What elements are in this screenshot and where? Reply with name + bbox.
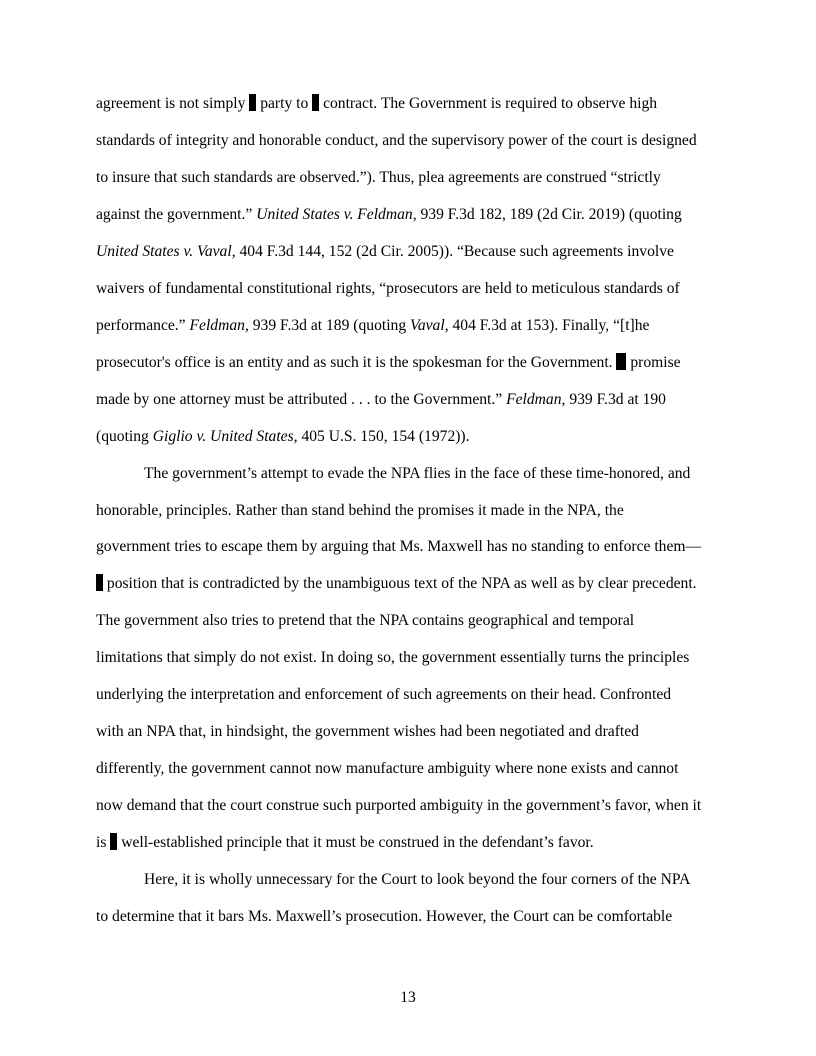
text-line <box>96 796 736 816</box>
text-segment: limitations that simply do not exist. In doing so, the government essentially turns the principles <box>96 649 690 667</box>
text-line <box>96 833 736 853</box>
text-segment: waivers of fundamental constitutional rights, “prosecutors are held to meticulous standards of <box>96 279 680 297</box>
text-segment: now demand that the court construe such purported ambiguity in the government’s favor, when it <box>96 797 702 815</box>
text-segment: well-established principle that it must be construed in the defendant’s favor. <box>117 834 594 851</box>
text-segment: standards of integrity and honorable conduct, and the supervisory power of the court is designed <box>96 131 697 149</box>
text-line <box>96 94 736 114</box>
case-citation: United States v. Feldman, <box>256 205 417 223</box>
text-segment: to insure that such standards are observed.”). Thus, plea agreements are construed “strictly <box>96 168 661 186</box>
text-segment: is <box>96 834 111 851</box>
text-line <box>96 131 736 151</box>
case-citation: Feldman, <box>506 390 566 408</box>
text-line <box>96 648 736 668</box>
text-segment: 405 U.S. 150, 154 (1972)). <box>297 427 470 445</box>
text-line <box>96 279 736 299</box>
text-line <box>96 574 736 594</box>
text-line <box>96 205 736 225</box>
text-segment: agreement is not simply <box>96 95 250 112</box>
text-segment: government tries to escape them by arguing that Ms. Maxwell has no standing to enforce them— <box>96 538 702 556</box>
text-line <box>96 685 736 705</box>
text-segment: (quoting <box>96 427 153 445</box>
text-segment: The government also tries to pretend that the NPA contains geographical and temporal <box>96 612 635 630</box>
text-segment: to determine that it bars Ms. Maxwell’s prosecution. However, the Court can be comfortable <box>96 907 673 925</box>
case-citation: Giglio v. United States, <box>152 427 298 445</box>
text-line <box>96 353 736 373</box>
text-line <box>96 759 736 779</box>
case-citation: United States v. Vaval, <box>96 242 236 260</box>
text-segment: 939 F.3d at 189 (quoting <box>248 316 411 334</box>
text-line <box>96 316 736 336</box>
text-segment: made by one attorney must be attributed . . . to the Government.” <box>96 390 507 408</box>
text-line <box>96 722 736 742</box>
text-line <box>144 464 784 484</box>
text-segment: 939 F.3d 182, 189 (2d Cir. 2019) (quoting <box>416 205 682 223</box>
text-segment: differently, the government cannot now manufacture ambiguity where none exists and cannot <box>96 760 679 778</box>
text-segment: Here, it is wholly unnecessary for the Court to look beyond the four corners of the NPA <box>144 871 691 888</box>
text-line <box>96 427 736 447</box>
text-segment: underlying the interpretation and enforcement of such agreements on their head. Confronted <box>96 686 672 704</box>
case-citation: Vaval, <box>410 316 449 334</box>
text-segment: contract. The Government is required to observe high <box>319 95 658 112</box>
text-segment: 404 F.3d 144, 152 (2d Cir. 2005)). “Because such agreements involve <box>235 242 674 260</box>
text-line <box>96 242 736 262</box>
redaction-block <box>96 574 103 591</box>
text-segment: 404 F.3d at 153). Finally, “[t]he <box>448 316 650 334</box>
text-line <box>144 870 784 890</box>
text-line <box>96 168 736 188</box>
text-segment: promise <box>626 353 681 371</box>
text-segment: honorable, principles. Rather than stand behind the promises it made in the NPA, the <box>96 501 624 519</box>
text-segment: position that is contradicted by the unambiguous text of the NPA as well as by clear precedent. <box>103 575 697 593</box>
text-line <box>96 501 736 521</box>
text-line <box>96 611 736 631</box>
page-number: 13 <box>400 989 416 1006</box>
case-citation: Feldman, <box>189 316 249 334</box>
redaction-block <box>616 353 626 370</box>
text-line <box>96 907 736 927</box>
text-segment: performance.” <box>96 316 190 334</box>
text-line <box>96 537 736 557</box>
text-segment: prosecutor's office is an entity and as such it is the spokesman for the Government. <box>96 353 617 371</box>
text-segment: with an NPA that, in hindsight, the government wishes had been negotiated and drafted <box>96 723 639 741</box>
text-segment: party to <box>256 95 313 112</box>
text-line <box>96 390 736 410</box>
text-segment: The government’s attempt to evade the NPA flies in the face of these time-honored, and <box>144 464 691 482</box>
text-segment: 939 F.3d at 190 <box>565 390 666 408</box>
text-segment: against the government.” <box>96 205 257 223</box>
